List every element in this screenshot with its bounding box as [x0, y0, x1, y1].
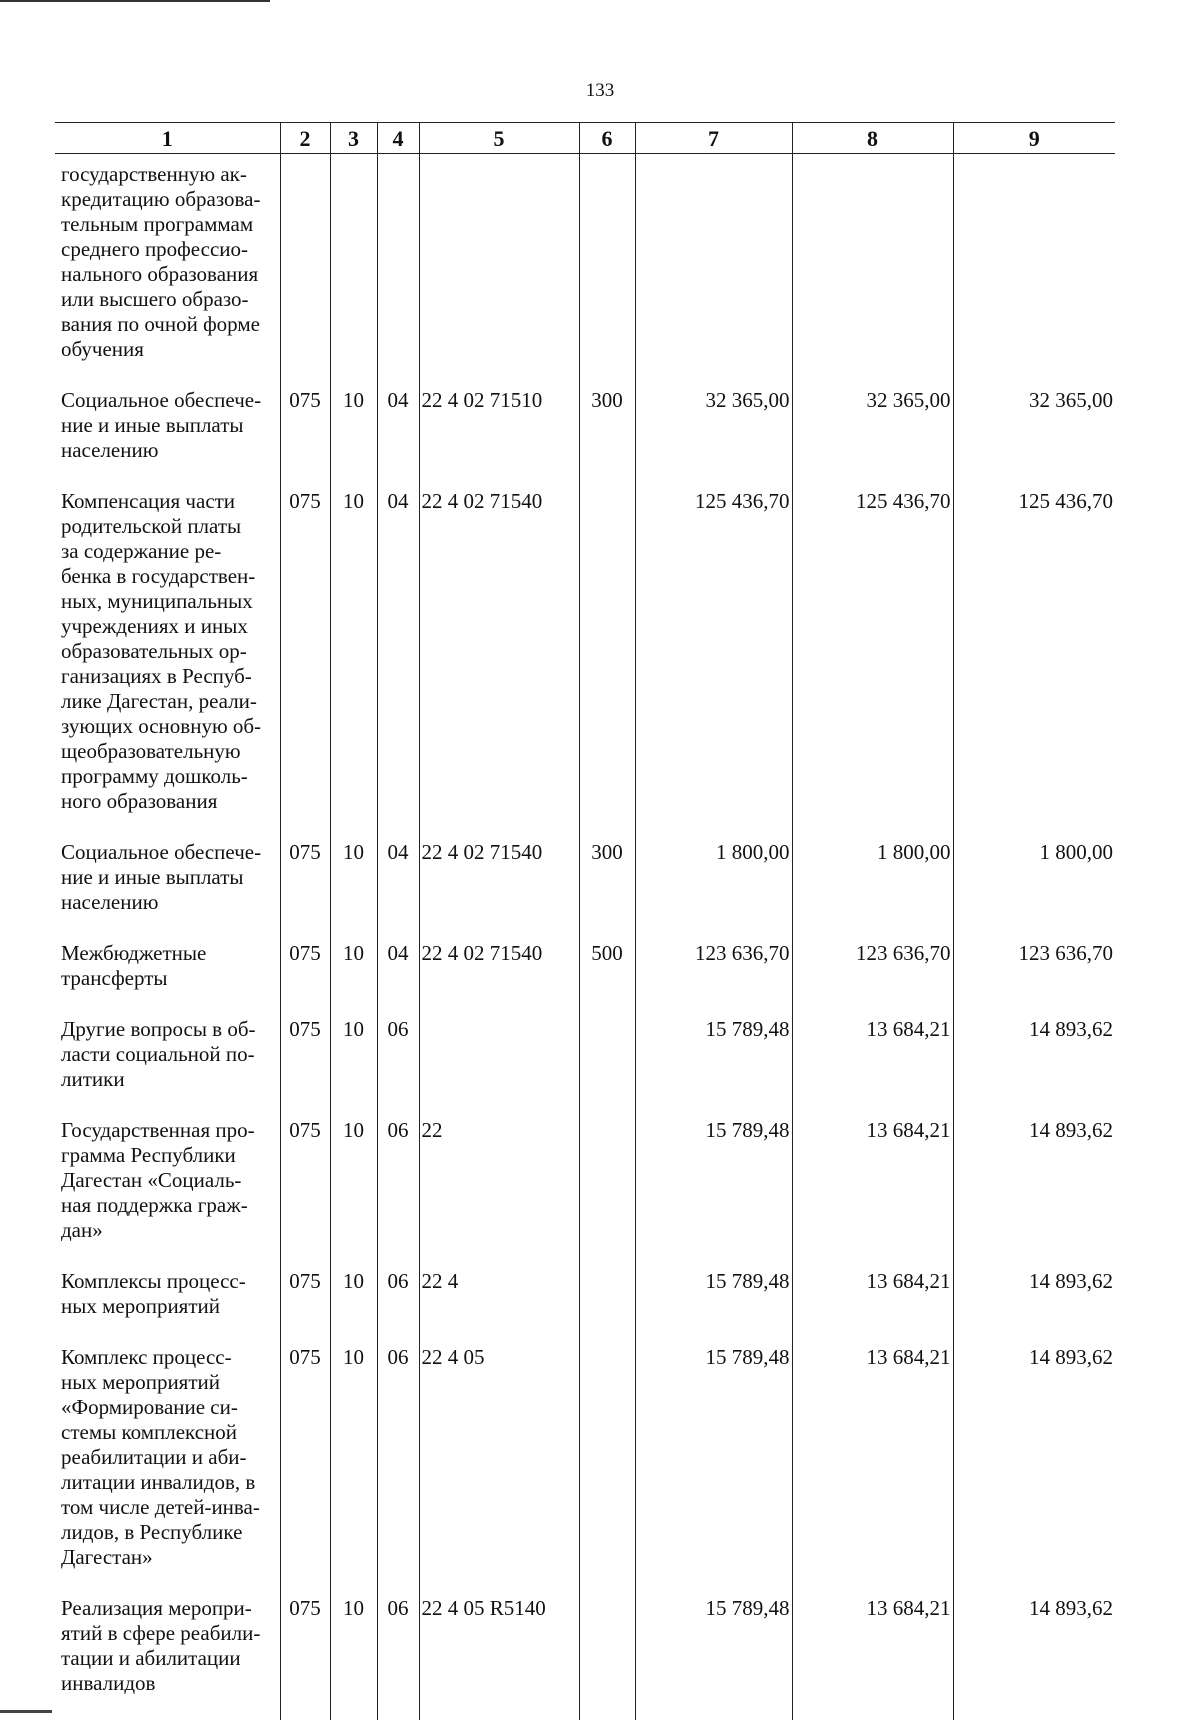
amount-year3-cell: 14 893,62: [953, 1015, 1115, 1116]
table-row: [55, 1116, 1115, 1267]
expense-type-cell: 300: [579, 838, 635, 939]
admin-code-cell: [280, 154, 330, 387]
admin-code-cell: 075: [280, 838, 330, 939]
amount-year2-cell: 13 684,21: [792, 1594, 953, 1720]
amount-year2-cell: 125 436,70: [792, 487, 953, 838]
scan-edge-mark-top: [0, 0, 270, 2]
table-row: [55, 1015, 1115, 1116]
amount-year1-cell: 125 436,70: [635, 487, 792, 838]
amount-year3-cell: 14 893,62: [953, 1116, 1115, 1267]
row-name-cell: Социальное обеспече- ние и иные выплаты населению: [55, 386, 280, 487]
expense-type-cell: [579, 154, 635, 387]
admin-code-cell: 075: [280, 1343, 330, 1594]
header-col-5: 5: [419, 123, 579, 154]
amount-year3-cell: 1 800,00: [953, 838, 1115, 939]
header-col-2: 2: [280, 123, 330, 154]
subsection-code-cell: 06: [377, 1015, 419, 1116]
amount-year1-cell: 15 789,48: [635, 1594, 792, 1720]
budget-table: [55, 122, 1115, 1720]
amount-year2-cell: [792, 154, 953, 387]
header-col-6: 6: [579, 123, 635, 154]
amount-year1-cell: 15 789,48: [635, 1343, 792, 1594]
amount-year1-cell: 15 789,48: [635, 1116, 792, 1267]
admin-code-cell: 075: [280, 1116, 330, 1267]
amount-year1-cell: 15 789,48: [635, 1015, 792, 1116]
scan-edge-mark-bottom: [0, 1710, 52, 1713]
section-code-cell: 10: [330, 838, 377, 939]
admin-code-cell: 075: [280, 939, 330, 1015]
row-name-cell: Компенсация части родительской платы за содержание ре- бенка в государствен- ных, муниципальных учреждениях и иных образовательных ор- ганизациях в Респуб- лике Дагестан, реали- зующих основную об- щеобразовательную программу дошколь- ного образования: [55, 487, 280, 838]
amount-year3-cell: 125 436,70: [953, 487, 1115, 838]
amount-year3-cell: 123 636,70: [953, 939, 1115, 1015]
target-article-cell: 22 4 05 R5140: [419, 1594, 579, 1720]
section-code-cell: 10: [330, 1267, 377, 1343]
subsection-code-cell: 04: [377, 386, 419, 487]
table-body: [55, 154, 1115, 1720]
section-code-cell: 10: [330, 1015, 377, 1116]
subsection-code-cell: 06: [377, 1116, 419, 1267]
row-name-cell: Другие вопросы в об- ласти социальной по- литики: [55, 1015, 280, 1116]
section-code-cell: 10: [330, 386, 377, 487]
target-article-cell: 22 4 02 71510: [419, 386, 579, 487]
header-col-7: 7: [635, 123, 792, 154]
section-code-cell: [330, 154, 377, 387]
admin-code-cell: 075: [280, 487, 330, 838]
expense-type-cell: [579, 1015, 635, 1116]
row-name-cell: государственную ак- кредитацию образова- тельным программам среднего профессио- нального образования или высшего образо- вания по очной форме обучения: [55, 154, 280, 387]
amount-year2-cell: 13 684,21: [792, 1015, 953, 1116]
expense-type-cell: [579, 1267, 635, 1343]
row-name-cell: Социальное обеспече- ние и иные выплаты населению: [55, 838, 280, 939]
amount-year2-cell: 13 684,21: [792, 1116, 953, 1267]
row-name-cell: Реализация меропри- ятий в сфере реабили- тации и абилитации инвалидов: [55, 1594, 280, 1720]
subsection-code-cell: 04: [377, 487, 419, 838]
expense-type-cell: [579, 1594, 635, 1720]
amount-year3-cell: 14 893,62: [953, 1594, 1115, 1720]
subsection-code-cell: 06: [377, 1343, 419, 1594]
header-col-4: 4: [377, 123, 419, 154]
amount-year2-cell: 13 684,21: [792, 1267, 953, 1343]
table-row: [55, 1343, 1115, 1594]
section-code-cell: 10: [330, 1116, 377, 1267]
table-row: [55, 838, 1115, 939]
amount-year3-cell: 14 893,62: [953, 1267, 1115, 1343]
row-name-cell: Комплекс процесс- ных мероприятий «Формирование си- стемы комплексной реабилитации и аби- литации инвалидов, в том числе детей-инва- лидов, в Республике Дагестан»: [55, 1343, 280, 1594]
expense-type-cell: [579, 487, 635, 838]
amount-year2-cell: 1 800,00: [792, 838, 953, 939]
row-name-cell: Комплексы процесс- ных мероприятий: [55, 1267, 280, 1343]
target-article-cell: 22 4: [419, 1267, 579, 1343]
table-row: [55, 1267, 1115, 1343]
expense-type-cell: 500: [579, 939, 635, 1015]
expense-type-cell: [579, 1116, 635, 1267]
table-row: [55, 1594, 1115, 1720]
target-article-cell: 22 4 02 71540: [419, 838, 579, 939]
amount-year1-cell: 123 636,70: [635, 939, 792, 1015]
subsection-code-cell: 04: [377, 939, 419, 1015]
section-code-cell: 10: [330, 939, 377, 1015]
amount-year2-cell: 13 684,21: [792, 1343, 953, 1594]
header-col-9: 9: [953, 123, 1115, 154]
subsection-code-cell: 04: [377, 838, 419, 939]
table-row: [55, 939, 1115, 1015]
expense-type-cell: [579, 1343, 635, 1594]
subsection-code-cell: 06: [377, 1267, 419, 1343]
header-col-8: 8: [792, 123, 953, 154]
table-row: [55, 386, 1115, 487]
header-col-1: 1: [55, 123, 280, 154]
amount-year2-cell: 123 636,70: [792, 939, 953, 1015]
section-code-cell: 10: [330, 1343, 377, 1594]
amount-year3-cell: [953, 154, 1115, 387]
target-article-cell: 22: [419, 1116, 579, 1267]
table-row: [55, 154, 1115, 387]
target-article-cell: 22 4 02 71540: [419, 487, 579, 838]
target-article-cell: [419, 1015, 579, 1116]
admin-code-cell: 075: [280, 1267, 330, 1343]
amount-year3-cell: 14 893,62: [953, 1343, 1115, 1594]
header-col-3: 3: [330, 123, 377, 154]
amount-year2-cell: 32 365,00: [792, 386, 953, 487]
subsection-code-cell: 06: [377, 1594, 419, 1720]
admin-code-cell: 075: [280, 1594, 330, 1720]
row-name-cell: Государственная про- грамма Республики Дагестан «Социаль- ная поддержка граж- дан»: [55, 1116, 280, 1267]
section-code-cell: 10: [330, 487, 377, 838]
admin-code-cell: 075: [280, 386, 330, 487]
amount-year3-cell: 32 365,00: [953, 386, 1115, 487]
page-number: 133: [0, 80, 1200, 102]
amount-year1-cell: [635, 154, 792, 387]
expense-type-cell: 300: [579, 386, 635, 487]
section-code-cell: 10: [330, 1594, 377, 1720]
row-name-cell: Межбюджетные трансферты: [55, 939, 280, 1015]
subsection-code-cell: [377, 154, 419, 387]
table-row: [55, 487, 1115, 838]
target-article-cell: 22 4 02 71540: [419, 939, 579, 1015]
target-article-cell: 22 4 05: [419, 1343, 579, 1594]
target-article-cell: [419, 154, 579, 387]
amount-year1-cell: 32 365,00: [635, 386, 792, 487]
amount-year1-cell: 15 789,48: [635, 1267, 792, 1343]
table-header-row: [55, 123, 1115, 154]
amount-year1-cell: 1 800,00: [635, 838, 792, 939]
admin-code-cell: 075: [280, 1015, 330, 1116]
